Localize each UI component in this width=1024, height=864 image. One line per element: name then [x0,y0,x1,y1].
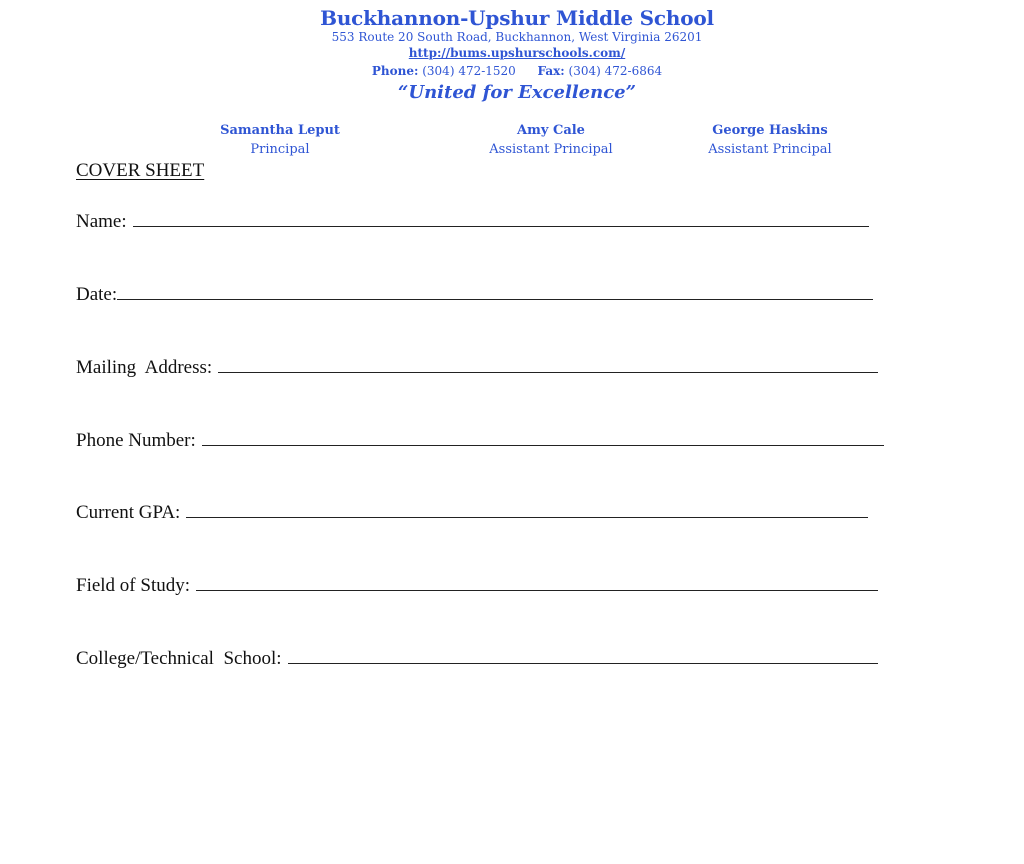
school-motto: “United for Excellence” [398,82,636,103]
phone-label: Phone: [371,64,419,78]
staff-assistant-principal-2 [670,122,870,159]
phone-number-blank[interactable] [202,427,884,446]
staff-assistant-principal-1 [451,122,651,159]
field-of-study-blank[interactable] [196,572,878,591]
college-technical-school-blank[interactable] [288,645,878,664]
phone-number: (304) 472-1520 [422,64,516,78]
cover-sheet-title: COVER SHEET [76,160,205,181]
school-address: 553 Route 20 South Road, Buckhannon, West Virginia 26201 [331,30,703,44]
letterhead [0,6,1024,105]
college-technical-school-label: College/Technical School: [76,648,282,669]
phone-number-field [76,427,884,452]
mailing-address-label: Mailing Address: [76,357,213,378]
college-technical-school-field [76,645,878,670]
date-label: Date: [76,284,118,305]
name-blank[interactable] [133,208,869,227]
school-name: Buckhannon-Upshur Middle School [320,6,714,30]
mailing-address-field [76,354,878,379]
date-field [76,281,873,306]
staff-title: Principal [250,142,310,157]
field-of-study-field [76,572,878,597]
staff-principal [180,122,380,159]
staff-name: Samantha Leput [220,123,340,138]
phone-number-label: Phone Number: [76,430,196,451]
name-field [76,208,869,233]
name-label: Name: [76,211,127,232]
current-gpa-blank[interactable] [186,499,868,518]
staff-name: Amy Cale [517,123,585,138]
school-website-link[interactable]: http://bums.upshurschools.com/ [408,46,626,60]
mailing-address-blank[interactable] [218,354,878,373]
date-blank[interactable] [117,281,873,300]
current-gpa-field [76,499,868,524]
staff-name: George Haskins [712,123,828,138]
staff-title: Assistant Principal [489,142,613,157]
current-gpa-label: Current GPA: [76,502,181,523]
fax-number: (304) 472-6864 [568,64,663,78]
field-of-study-label: Field of Study: [76,575,191,596]
fax-label: Fax: [537,64,565,78]
contact-line [0,62,1024,81]
staff-title: Assistant Principal [708,142,832,157]
